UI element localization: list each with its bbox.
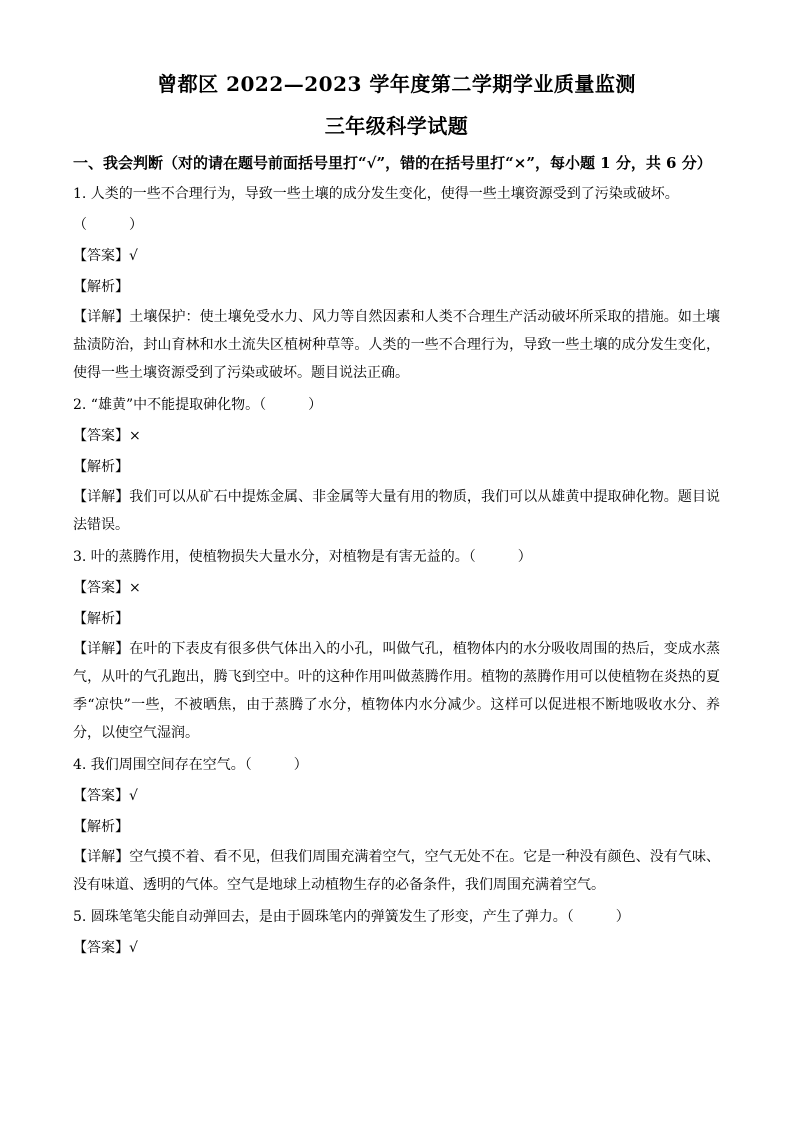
answer-label: 【答案】 [73,580,129,596]
question-4 [73,750,720,899]
question-5 [73,902,720,964]
answer-value: × [129,580,141,596]
analysis-label: 【解析】 [73,459,129,475]
detail-label: 【详解】 [73,849,130,865]
answer-label: 【答案】 [73,248,129,264]
detail-label: 【详解】 [73,489,130,505]
detail-paragraph [73,635,720,747]
question-stem: 5. 圆珠笔笔尖能自动弹回去，是由于圆珠笔内的弹簧发生了形变，产生了弹力。（ ） [73,909,630,925]
analysis-label: 【解析】 [73,819,129,835]
answer-label: 【答案】 [73,428,129,444]
answer-line [73,781,720,812]
analysis-label: 【解析】 [73,279,129,295]
detail-label: 【详解】 [73,641,130,657]
detail-text: 空气摸不着、看不见，但我们周围充满着空气，空气无处不在。它是一种没有颜色、没有气味、没有味道、透明的气体。空气是地球上动植物生存的必备条件，我们周围充满着空气。 [73,849,721,893]
answer-line [73,933,720,964]
question-stem: 3. 叶的蒸腾作用，使植物损失大量水分，对植物是有害无益的。（ ） [73,549,532,565]
document-title: 曾都区 2022—2023 学年度第二学期学业质量监测 [157,72,636,96]
question-stem: 4. 我们周围空间存在空气。（ ） [73,757,308,773]
detail-text: 土壤保护：使土壤免受水力、风力等自然因素和人类不合理生产活动破坏所采取的措施。如土壤盐渍防治，封山育林和水土流失区植树种草等。人类的一些不合理行为，导致一些土壤的成分发生变化，使得一些土壤资源受到了污染或破坏。题目说法正确。 [73,309,721,381]
detail-paragraph [73,483,720,539]
section-heading: 一、我会判断（对的请在题号前面括号里打“√”，错的在括号里打“×”，每小题 1 分，共 6 分） [73,154,712,172]
answer-value: × [129,428,141,444]
question-stem: 1. 人类的一些不合理行为，导致一些土壤的成分发生变化，使得一些土壤资源受到了污染或破坏。 [73,186,679,202]
detail-paragraph [73,303,720,387]
analysis-label: 【解析】 [73,611,129,627]
detail-text: 我们可以从矿石中提炼金属、非金属等大量有用的物质，我们可以从雄黄中提取砷化物。题目说法错误。 [73,489,721,533]
question-1 [73,179,720,387]
question-stem: 2. “雄黄”中不能提取砷化物。（ ） [73,397,323,413]
answer-value: √ [129,940,138,956]
answer-label: 【答案】 [73,940,129,956]
answer-label: 【答案】 [73,788,129,804]
document-subtitle: 三年级科学试题 [324,114,469,138]
answer-value: √ [129,788,138,804]
question-bracket: （ ） [73,217,143,233]
answer-line [73,573,720,604]
detail-paragraph [73,843,720,899]
answer-line [73,421,720,452]
detail-text: 在叶的下表皮有很多供气体出入的小孔，叫做气孔，植物体内的水分吸收周围的热后，变成水蒸气，从叶的气孔跑出，腾飞到空中。叶的这种作用叫做蒸腾作用。植物的蒸腾作用可以使植物在炎热的夏季“凉快”一些，不被晒焦，由于蒸腾了水分，植物体内水分减少。这样可以促进根不断地吸收水分、养分，以使空气湿润。 [73,641,721,741]
answer-line [73,241,720,272]
detail-label: 【详解】 [73,309,130,325]
answer-value: √ [129,248,138,264]
question-2 [73,390,720,539]
question-3 [73,542,720,747]
